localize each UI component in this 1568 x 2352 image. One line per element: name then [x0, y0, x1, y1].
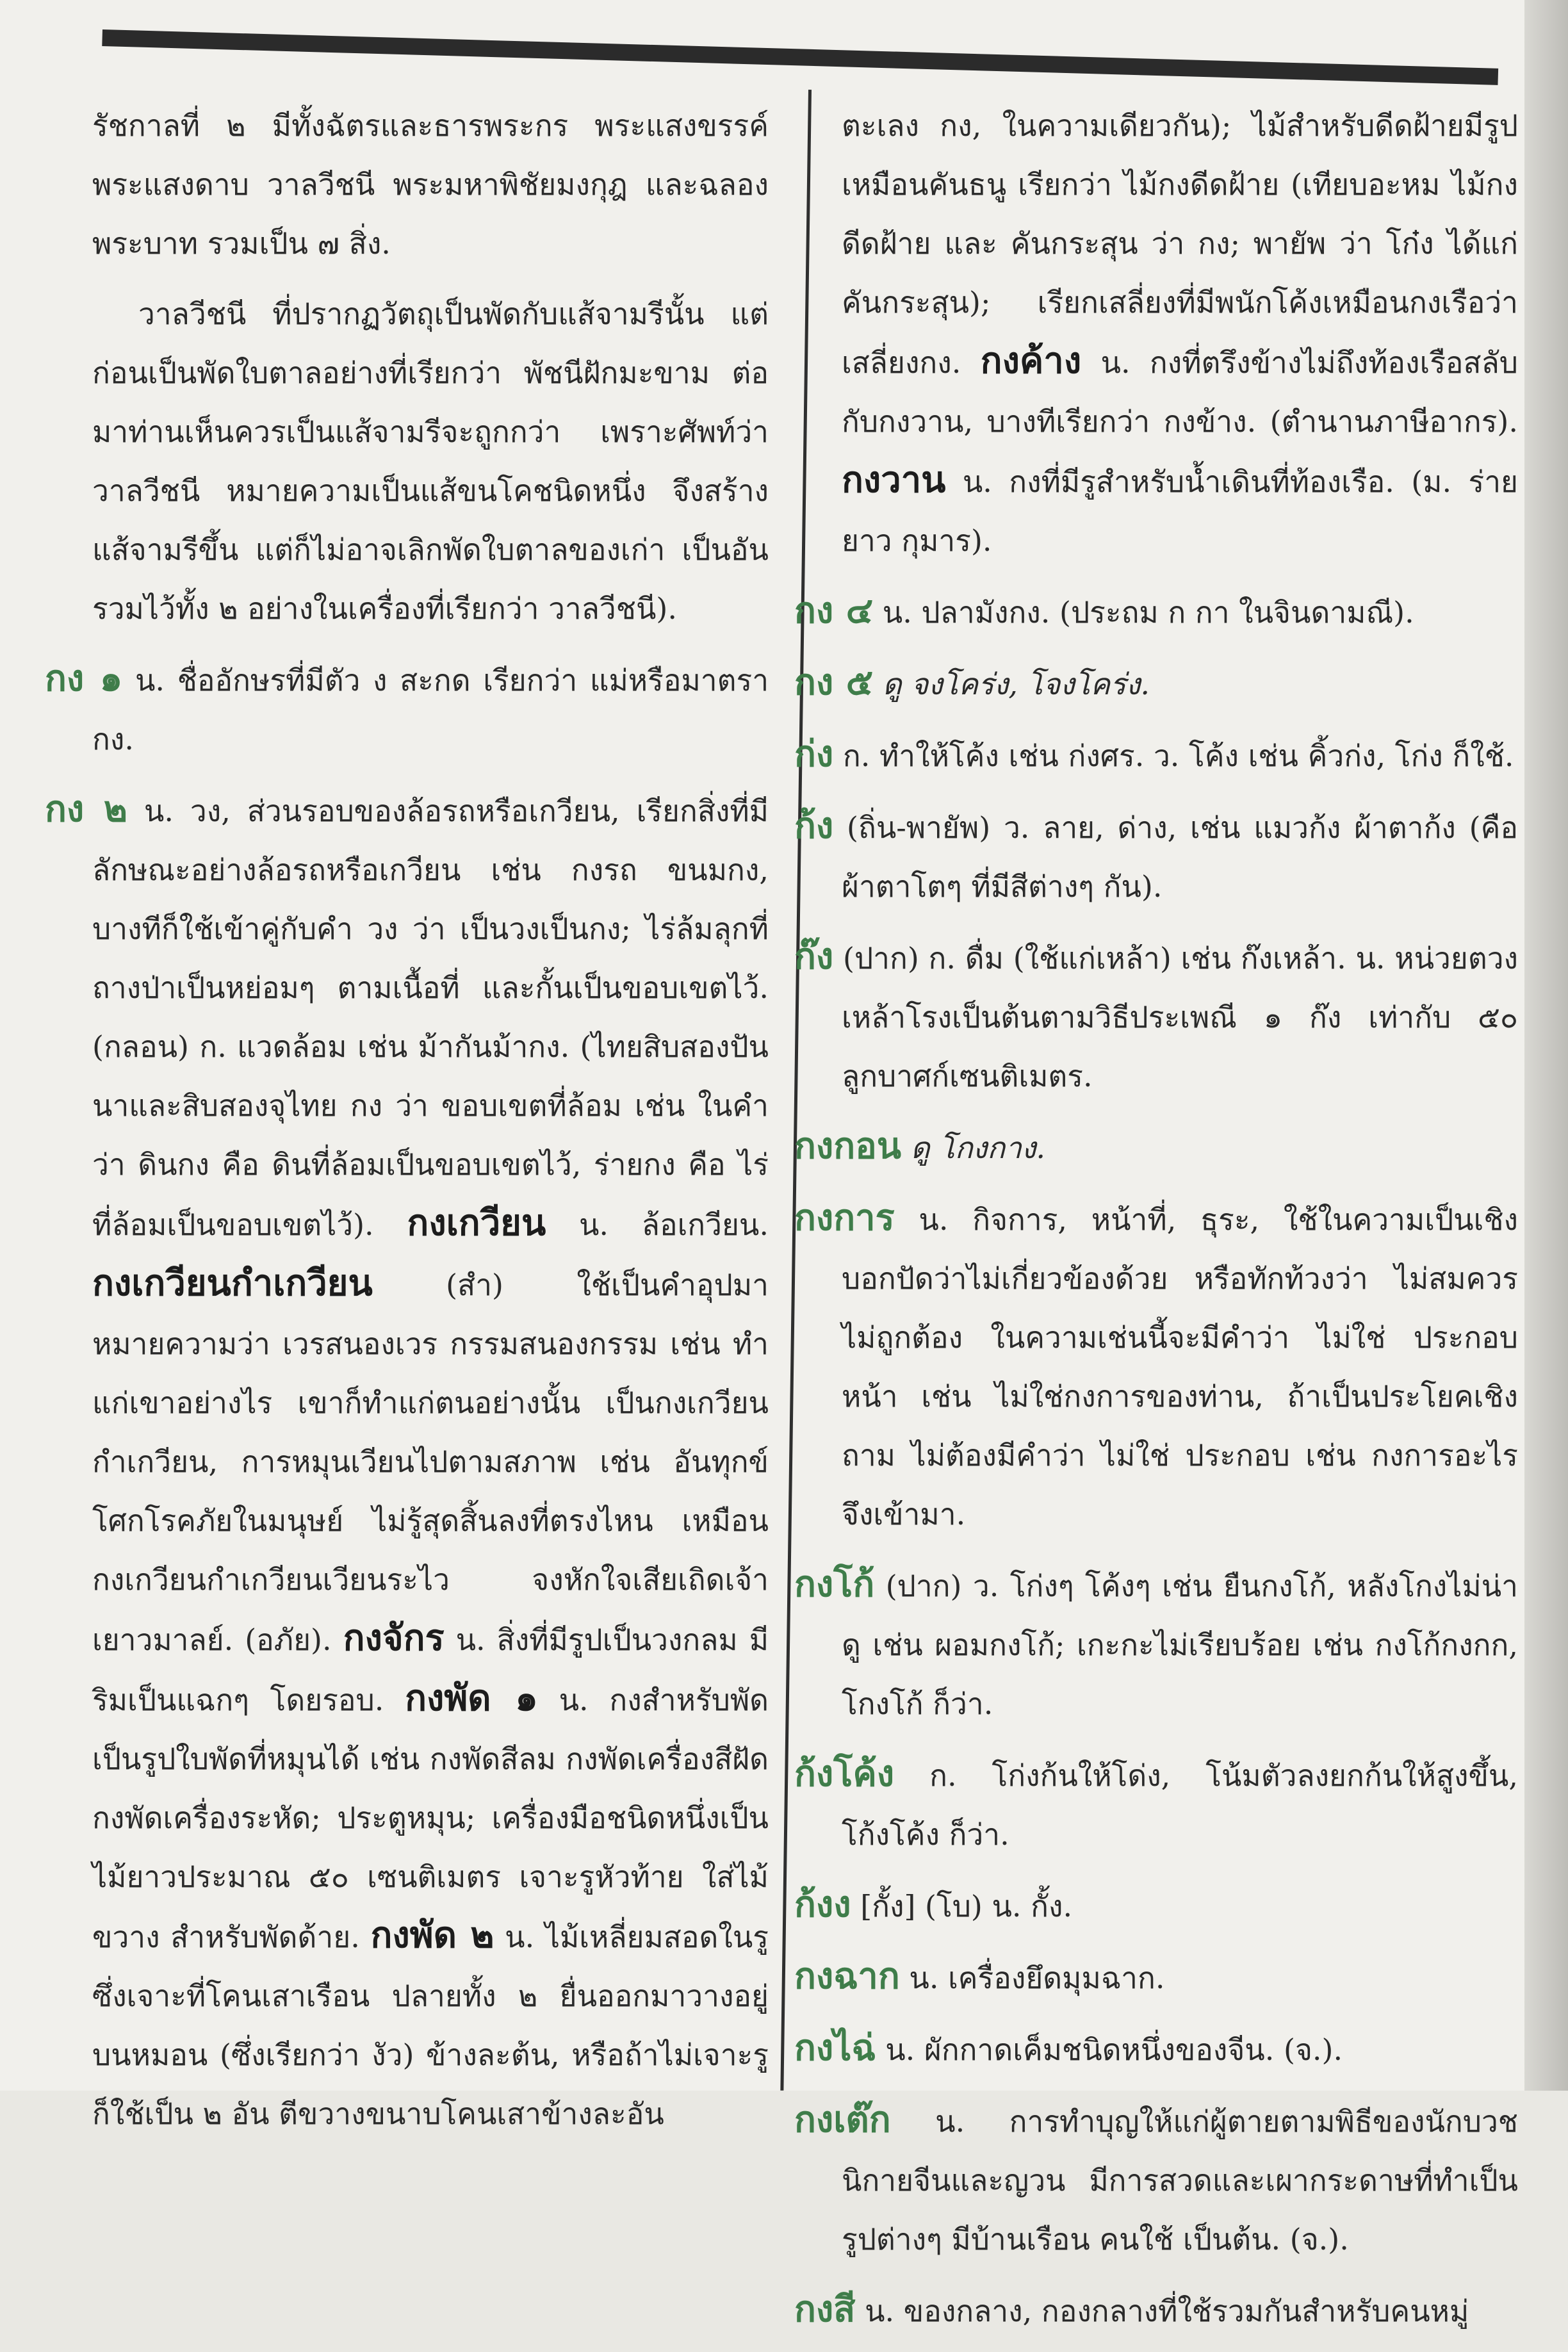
headword: กงฉาก [794, 1956, 900, 1997]
continued-text [45, 96, 769, 273]
definition: น. กงสำหรับพัด เป็นรูปใบพัดที่หมุนได้ เช่น กงพัดสีลม กงพัดเครื่องสีฝัด กงพัดเครื่องระหัด; ประตูหมุน; เครื่องมือชนิดหนึ่งเป็นไม้ยาวประมาณ ๕๐ เซนติเมตร เจาะรูหัวท้าย ใส่ไม้ขวาง สำหรับพัดด้าย. [92, 1683, 769, 1954]
definition: น. ชื่ออักษรที่มีตัว ง สะกด เรียกว่า แม่หรือมาตรา กง. [92, 663, 769, 756]
definition: (ถิ่น-พายัพ) ว. ลาย, ด่าง, เช่น แมวก้ง ผ้าตาก้ง (คือ ผ้าตาโตๆ ที่มีสีต่างๆ กัน). [842, 810, 1518, 904]
definition: ดู โกงกาง. [910, 1131, 1045, 1165]
continued-text-body: รัชกาลที่ ๒ มีทั้งฉัตรและธารพระกร พระแสงขรรค์ พระแสงดาบ วาลวีชนี พระมหาพิชัยมงกุฎ และฉลอง พระบาท รวมเป็น ๗ สิ่ง. [92, 108, 769, 261]
entry-kongchai [794, 2019, 1518, 2079]
entry-kong-mai-ek [794, 725, 1518, 785]
definition: ดู จงโคร่ง, โจงโคร่ง. [882, 667, 1150, 701]
entry-kongkhong [794, 1745, 1518, 1864]
headword: ก้งโค้ง [794, 1753, 895, 1795]
entry-kongkon [794, 1117, 1518, 1177]
right-column [794, 96, 1518, 2352]
note-paragraph-body: วาลวีชนี ที่ปรากฏวัตถุเป็นพัดกับแส้จามรีนั้น แต่ก่อนเป็นพัดใบตาลอย่างที่เรียกว่า พัชนีฝักมะขาม ต่อมาท่านเห็นควรเป็นแส้จามรีจะถูกกว่า เพราะศัพท์ว่า วาลวีชนี หมายความเป็นแส้ขนโคชนิดหนึ่ง จึงสร้างแส้จามรีขึ้น แต่ก็ไม่อาจเลิกพัดใบตาลของเก่า เป็นอันรวมไว้ทั้ง ๒ อย่างในเครื่องที่เรียกว่า วาลวีชนี). [92, 297, 769, 626]
definition: น. การทำบุญให้แก่ผู้ตายตามพิธีของนักบวชนิกายจีนและญวน มีการสวดและเผากระดาษที่ทำเป็นรูปต่างๆ มีบ้านเรือน คนใช้ เป็นต้น. (จ.). [842, 2104, 1518, 2257]
entry-kong-1 [45, 649, 769, 769]
entry-kongsi [794, 2280, 1518, 2340]
headword: กง ๑ [45, 658, 123, 699]
definition: น. เครื่องยึดมุมฉาก. [909, 1961, 1165, 1995]
headword: กงโก้ [794, 1564, 875, 1605]
subheadword: กงจักร [343, 1617, 445, 1659]
definition: น. ล้อเกวียน. [578, 1207, 769, 1242]
definition: น. ผักกาดเค็มชนิดหนึ่งของจีน. (จ.). [885, 2032, 1343, 2067]
headword: กงไฉ่ [794, 2027, 876, 2069]
subheadword: กงเกวียนกำเกวียน [92, 1262, 373, 1304]
headword: กงการ [794, 1197, 895, 1239]
note-paragraph [45, 284, 769, 638]
definition: (สำ) ใช้เป็นคำอุปมา หมายความว่า เวรสนองเวร กรรมสนองกรรม เช่น ทำแก่เขาอย่างไร เขาก็ทำแก่ตนอย่างนั้น เป็นกงเกวียนกำเกวียน, การหมุนเวียนไปตามสภาพ เช่น อันทุกข์โศกโรคภัยในมนุษย์ ไม่รู้สุดสิ้นลงที่ตรงไหน เหมือนกงเกวียนกำเกวียนเวียนระไว จงหักใจเสียเถิดเจ้าเยาวมาลย์. (อภัย). [92, 1268, 769, 1657]
definition: น. ปลามังกง. (ประถม ก กา ในจินดามณี). [882, 595, 1414, 630]
headword: กงกอน [794, 1125, 902, 1167]
subheadword: กงพัด ๒ [370, 1915, 494, 1956]
entry-kong-4 [794, 582, 1518, 642]
entry-kong-2 [45, 780, 769, 2143]
entry-kong-ngo [794, 1875, 1518, 1936]
definition: (ปาก) ว. โก่งๆ โค้งๆ เช่น ยืนกงโก้, หลังโกงไม่น่าดู เช่น ผอมกงโก้; เกะกะไม่เรียบร้อย เช่น กงโก้กงกก, โกงโก้ ก็ว่า. [842, 1569, 1518, 1721]
definition: น. วง, ส่วนรอบของล้อรถหรือเกวียน, เรียกสิ่งที่มีลักษณะอย่างล้อรถหรือเกวียน เช่น กงรถ ขนมกง, บางทีก็ใช้เข้าคู่กับคำ วง ว่า เป็นวงเป็นกง; ไร่ล้มลุกที่ถางป่าเป็นหย่อมๆ ตามเนื้อที่ และกั้นเป็นขอบเขตไว้. (กลอน) ก. แวดล้อม เช่น ม้ากันม้ากง. (ไทยสิบสองปันนาและสิบสองจุไทย กง ว่า ขอบเขตที่ล้อม เช่น ในคำว่า ดินกง คือ ดินที่ล้อมเป็นขอบเขตไว้, ร่ายกง คือ ไร่ที่ล้อมเป็นขอบเขตไว้). [92, 794, 769, 1242]
definition: น. กิจการ, หน้าที่, ธุระ, ใช้ในความเป็นเชิงบอกปัดว่าไม่เกี่ยวข้องด้วย หรือทักท้วงว่า ไม่สมควร ไม่ถูกต้อง ในความเช่นนี้จะมีคำว่า ไม่ใช่ ประกอบหน้า เช่น ไม่ใช่กงการของท่าน, ถ้าเป็นประโยคเชิงถาม ไม่ต้องมีคำว่า ไม่ใช่ ประกอบ เช่น กงการอะไรจึงเข้ามา. [842, 1202, 1518, 1531]
headword: กง ๒ [45, 788, 127, 830]
headword: ก๊ง [794, 936, 834, 977]
headword: กง ๔ [794, 590, 874, 632]
subheadword: กงค้าง [980, 340, 1082, 382]
entry-kong-mai-tho [794, 797, 1518, 916]
definition: น. สิ่งที่มีรูปเป็นวงกลม มีริมเป็นแฉกๆ โดยรอบ. [92, 1622, 769, 1717]
continued-text-body: ตะเลง กง, ในความเดียวกัน); ไม้สำหรับดีดฝ้ายมีรูปเหมือนคันธนู เรียกว่า ไม้กงดีดฝ้าย (เทียบอะหม ไม้กงดีดฝ้าย และ คันกระสุน ว่า กง; พายัพ ว่า โก๋ง ได้แก่ คันกระสุน); เรียกเสลี่ยงที่มีพนักโค้งเหมือนกงเรือว่า เสลี่ยงกง. [842, 108, 1518, 380]
entry-kongchak [794, 1947, 1518, 2007]
headword: กง ๕ [794, 662, 874, 703]
headword: ก้งง [794, 1884, 851, 1925]
definition: น. กงที่ตรึงข้างไม่ถึงท้องเรือสลับกับกงวาน, บางทีเรียกว่า กงข้าง. (ตำนานภาษีอากร). [842, 345, 1518, 439]
top-rule [102, 29, 1498, 85]
entry-kongko [794, 1555, 1518, 1733]
definition: น. กงที่มีรูสำหรับน้ำเดินที่ท้องเรือ. (ม. ร่ายยาว กุมาร). [842, 464, 1519, 558]
entry-kongkan [794, 1189, 1518, 1544]
headword: กงเต๊ก [794, 2099, 891, 2141]
headword: ก้ง [794, 805, 834, 847]
headword: ก่ง [794, 733, 834, 775]
definition: (ปาก) ก. ดื่ม (ใช้แก่เหล้า) เช่น ก๊งเหล้า. น. หน่วยตวงเหล้าโรงเป็นต้นตามวิธีประเพณี ๑ ก๊ง เท่ากับ ๕๐ ลูกบาศก์เซนติเมตร. [842, 941, 1518, 1093]
entry-kongtek [794, 2091, 1518, 2269]
subheadword: กงเกวียน [407, 1202, 546, 1244]
page-edge [1524, 0, 1568, 2091]
definition: น. ของกลาง, กองกลางที่ใช้รวมกันสำหรับคนหมู่ [865, 2294, 1469, 2328]
definition: ก. โก่งก้นให้โด่ง, โน้มตัวลงยกก้นให้สูงขึ้น, โก้งโค้ง ก็ว่า. [842, 1758, 1518, 1852]
definition: ก. ทำให้โค้ง เช่น ก่งศร. ว. โค้ง เช่น คิ้วก่ง, โก่ง ก็ใช้. [842, 739, 1514, 773]
headword: กงสี [794, 2289, 856, 2330]
definition: น. ไม้เหลี่ยมสอดในรูซึ่งเจาะที่โคนเสาเรือน ปลายทั้ง ๒ ยื่นออกมาวางอยู่บนหมอน (ซึ่งเรียกว่า งัว) ข้างละต้น, หรือถ้าไม่เจาะรู ก็ใช้เป็น ๒ อัน ตีขวางขนาบโคนเสาข้างละอัน [92, 1920, 769, 2131]
definition: [กั้ง] (โบ) น. กั้ง. [860, 1889, 1073, 1923]
subheadword: กงพัด ๑ [405, 1678, 538, 1719]
entry-kong-mai-tri [794, 927, 1518, 1106]
entry-kong-5 [794, 653, 1518, 714]
left-column [45, 96, 769, 2155]
subheadword: กงวาน [842, 459, 946, 501]
continued-text [794, 96, 1518, 570]
